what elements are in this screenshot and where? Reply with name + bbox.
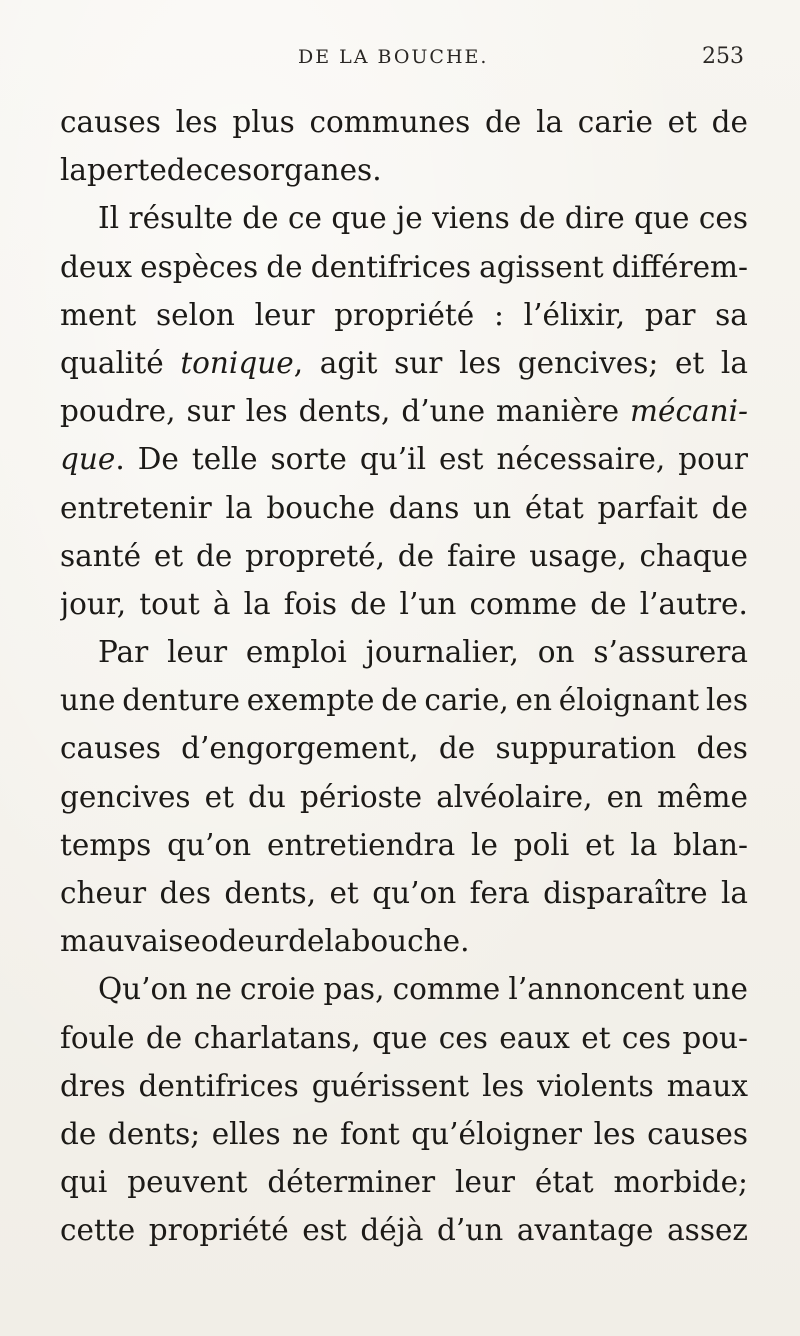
word: gencives	[60, 779, 191, 814]
word: bouche.	[351, 924, 470, 959]
word: périoste	[300, 779, 423, 814]
word: parfait	[597, 490, 698, 525]
text-line	[60, 98, 748, 146]
word: nécessaire,	[496, 442, 666, 477]
word: leur	[167, 635, 228, 670]
word: agit	[319, 345, 378, 380]
word: que	[372, 1020, 428, 1055]
word: leur	[254, 297, 315, 332]
word: la	[60, 153, 88, 188]
word: peuvent	[127, 1165, 248, 1200]
word: s’assurera	[593, 635, 748, 670]
word: que.	[60, 442, 125, 477]
word: foule	[60, 1020, 135, 1055]
word: emploi	[245, 635, 347, 670]
word: état	[524, 490, 584, 525]
word: Par	[98, 635, 149, 670]
text-line	[60, 965, 748, 1013]
text-line	[60, 532, 748, 580]
word: et	[674, 345, 705, 380]
word: denture	[122, 683, 240, 718]
word: qu’il	[359, 442, 427, 477]
word: d’une	[401, 394, 486, 429]
word: guérissent	[311, 1068, 470, 1103]
running-head	[0, 42, 800, 78]
word: plus	[232, 105, 295, 139]
word: de	[381, 683, 418, 718]
text-line	[60, 435, 748, 483]
word: est	[302, 1213, 347, 1248]
word: à	[212, 586, 231, 621]
word: et	[585, 827, 615, 862]
word: les	[593, 1116, 636, 1151]
running-head-title: DE LA BOUCHE.	[298, 46, 489, 68]
word: bouche	[266, 490, 375, 525]
word: causes	[60, 105, 161, 139]
word: l’autre.	[639, 586, 748, 621]
word: sa	[715, 297, 748, 332]
word: qu’on	[372, 876, 457, 910]
word: ment	[60, 297, 137, 332]
word: les	[175, 105, 218, 139]
word: propriété	[334, 297, 475, 332]
word: en	[515, 683, 553, 718]
word: de	[397, 538, 435, 573]
word: selon	[156, 297, 235, 332]
word: faire	[446, 538, 517, 573]
word: les	[459, 345, 502, 380]
word: entretenir	[60, 490, 212, 525]
word: qu’on	[167, 827, 252, 862]
word: propreté,	[245, 538, 385, 573]
text-line	[60, 1110, 748, 1158]
word: de	[288, 924, 325, 959]
body-text	[60, 98, 748, 1255]
word: par	[644, 297, 696, 332]
word: poli	[513, 827, 570, 862]
word: d’engorgement,	[181, 731, 419, 766]
text-line	[60, 724, 748, 772]
word: de	[519, 201, 556, 236]
word: telle	[191, 442, 258, 477]
word: carie,	[424, 683, 509, 718]
word: de	[711, 490, 748, 525]
text-line	[60, 243, 748, 291]
word: qualité	[60, 345, 164, 380]
word: violents	[537, 1068, 654, 1103]
word: et	[153, 538, 184, 573]
word: ces	[698, 201, 748, 236]
word: mauvaise	[60, 924, 201, 959]
word: chaque	[639, 538, 748, 573]
word: fois	[283, 586, 337, 621]
word: les	[245, 394, 288, 429]
word: charlatans,	[193, 1020, 361, 1055]
word: exempte	[246, 683, 375, 718]
word: de	[266, 249, 303, 284]
word: manière	[496, 394, 620, 429]
word: propriété	[148, 1213, 289, 1248]
word: dentifrices	[310, 249, 471, 284]
word: l’un	[399, 586, 457, 621]
word: un	[473, 490, 512, 525]
word: causes	[60, 731, 161, 766]
word: des	[159, 876, 211, 910]
word: ce	[288, 201, 322, 236]
word: agissent	[479, 249, 604, 284]
text-line	[60, 1062, 748, 1110]
word: différem-	[611, 249, 748, 284]
text-line	[60, 339, 748, 387]
word: ne	[195, 972, 232, 1007]
word: causes	[647, 1116, 748, 1151]
word: dents;	[107, 1116, 201, 1151]
word: alvéolaire,	[436, 779, 593, 814]
word: déterminer	[267, 1165, 436, 1200]
word: eaux	[499, 1020, 570, 1055]
word: ces	[438, 1020, 488, 1055]
word: de	[242, 201, 279, 236]
word: pas,	[323, 972, 385, 1007]
word: et	[204, 779, 234, 814]
word: de	[485, 105, 522, 139]
text-line	[60, 1206, 748, 1254]
word: entretiendra	[267, 827, 456, 862]
word: gencives;	[517, 345, 659, 380]
word: éloignant	[558, 683, 700, 718]
word: l’élixir,	[523, 297, 626, 332]
word: :	[493, 297, 504, 332]
word: de	[166, 153, 204, 188]
word: ces	[621, 1020, 672, 1055]
word: avantage	[516, 1213, 654, 1248]
word: communes	[309, 105, 471, 139]
word: dans	[388, 490, 460, 525]
word: résulte	[128, 201, 233, 236]
word: ces	[203, 153, 253, 188]
word: on	[537, 635, 575, 670]
word: sorte	[270, 442, 347, 477]
word: pou-	[682, 1020, 748, 1055]
word: sur	[394, 345, 443, 380]
word: font	[340, 1116, 400, 1151]
word: pour	[678, 442, 748, 477]
word: odeur	[200, 924, 289, 959]
word: temps	[60, 827, 152, 862]
word: l’annoncent	[508, 972, 685, 1007]
word: comme	[392, 972, 501, 1007]
word: carie	[577, 105, 653, 139]
word: maux	[666, 1068, 748, 1103]
word: qu’éloigner	[411, 1116, 583, 1151]
word: la	[243, 586, 271, 621]
word: la	[720, 876, 748, 910]
text-line	[60, 676, 748, 724]
word: organes.	[252, 153, 382, 188]
word: état	[534, 1165, 594, 1200]
word: suppuration	[495, 731, 677, 766]
text-line	[60, 484, 748, 532]
word: elles	[211, 1116, 281, 1151]
word: journalier,	[365, 635, 519, 670]
word: du	[248, 779, 286, 814]
word: que	[634, 201, 690, 236]
word: sur	[186, 394, 235, 429]
text-line	[60, 194, 748, 242]
word: des	[696, 731, 748, 766]
text-line	[60, 869, 748, 917]
word: Il	[98, 201, 120, 236]
word: dents,	[298, 394, 391, 429]
word: dres	[60, 1068, 126, 1103]
word: De	[137, 442, 179, 477]
word: une	[692, 972, 748, 1007]
text-line	[60, 291, 748, 339]
word: déjà	[360, 1213, 424, 1248]
word: deux	[60, 249, 132, 284]
word: je	[396, 201, 423, 236]
word: mécani-	[630, 394, 748, 429]
word: de	[60, 1116, 97, 1151]
text-line	[60, 773, 748, 821]
word: dentifrices	[138, 1068, 299, 1103]
word: santé	[60, 538, 142, 573]
word: et	[581, 1020, 611, 1055]
word: une	[60, 683, 116, 718]
word: croie	[240, 972, 316, 1007]
word: blan-	[673, 827, 748, 862]
word: morbide;	[613, 1165, 748, 1200]
word: et	[667, 105, 697, 139]
word: tonique,	[180, 345, 304, 380]
word: dire	[564, 201, 625, 236]
word: comme	[469, 586, 578, 621]
page-number: 253	[702, 44, 744, 69]
text-line	[60, 1014, 748, 1062]
word: même	[657, 779, 748, 814]
word: fera	[469, 876, 530, 910]
word: la	[324, 924, 352, 959]
word: la	[536, 105, 564, 139]
word: et	[329, 876, 359, 910]
text-line	[60, 1158, 748, 1206]
word: cheur	[60, 876, 147, 910]
text-line	[60, 821, 748, 869]
word: de	[350, 586, 387, 621]
word: de	[590, 586, 627, 621]
text-line	[60, 628, 748, 676]
word: perte	[87, 153, 167, 188]
word: le	[471, 827, 498, 862]
word: de	[438, 731, 476, 766]
word: en	[606, 779, 644, 814]
word: cette	[60, 1213, 136, 1248]
text-line	[60, 146, 748, 194]
word: de	[195, 538, 233, 573]
word: la	[630, 827, 658, 862]
word: assez	[667, 1213, 748, 1248]
word: usage,	[529, 538, 627, 573]
word: leur	[455, 1165, 516, 1200]
word: dents,	[224, 876, 317, 910]
word: les	[482, 1068, 525, 1103]
word: tout	[139, 586, 200, 621]
word: Qu’on	[98, 972, 188, 1007]
word: jour,	[60, 586, 127, 621]
word: la	[225, 490, 253, 525]
word: qui	[60, 1165, 108, 1200]
word: de	[145, 1020, 183, 1055]
text-line	[60, 917, 748, 965]
word: poudre,	[60, 394, 176, 429]
word: la	[720, 345, 748, 380]
word: disparaître	[543, 876, 708, 910]
word: espèces	[140, 249, 259, 284]
word: ne	[292, 1116, 329, 1151]
word: de	[711, 105, 748, 139]
word: que	[331, 201, 387, 236]
word: les	[705, 683, 748, 718]
word: viens	[432, 201, 510, 236]
text-line	[60, 387, 748, 435]
text-line	[60, 580, 748, 628]
word: d’un	[437, 1213, 504, 1248]
word: est	[439, 442, 484, 477]
